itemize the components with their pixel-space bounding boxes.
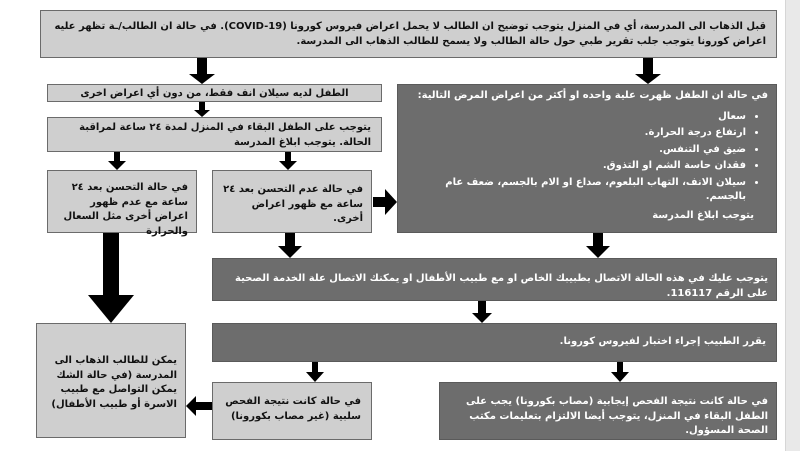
symptom-item: • سيلان الانف، التهاب البلعوم، صداع او الام بالجسم، ضعف عام بالجسم. <box>406 176 746 205</box>
positive-result-text: في حالة كانت نتيجة الفحص إيجابية (مصاب بكورونا) يجب على الطفل البقاء في المنزل، يتوجب أيضا الالتزام بتعليمات مكتب الصحة المسؤول. <box>465 396 768 436</box>
arrow-no-improve-to-contact <box>278 233 302 258</box>
no-improve-text: في حالة عدم التحسن بعد ٢٤ ساعة مع ظهور اعراض أخرى. <box>223 184 363 224</box>
stay-home-box <box>47 117 382 152</box>
symptoms-box <box>397 84 777 233</box>
contact-doctor-box <box>212 258 777 301</box>
improve-text: في حالة التحسن بعد ٢٤ ساعة مع عدم ظهور اعراض أخرى مثل السعال والحرارة <box>63 182 188 237</box>
arrow-negative-to-return <box>186 396 212 416</box>
contact-doctor-text: يتوجب عليك في هذه الحالة الاتصال بطبيبك الخاص او مع طبيب الأطفال او يمكنك الاتصال علة الخدمة الصحية على الرقم 116117. <box>235 273 768 299</box>
arrow-improve-to-return <box>88 233 134 323</box>
improve-box <box>47 170 197 237</box>
no-improve-box <box>212 170 372 233</box>
arrow-symptoms-to-contact <box>586 233 610 258</box>
negative-result-text: في حالة كانت نتيجة الفحص سلبية (غير مصاب بكورونا) <box>225 396 361 422</box>
arrow-stay-home-to-improve <box>108 152 126 170</box>
positive-result-box <box>439 382 777 440</box>
runny-nose-text: الطفل لديه سيلان انف فقط، من دون أي اعراض اخرى <box>80 88 349 99</box>
arrow-no-improve-to-symptoms <box>373 189 397 215</box>
arrow-stay-home-to-no-improve <box>279 152 297 170</box>
top-instruction-text: قبل الذهاب الى المدرسة، أي في المنزل يتوجب توضيح ان الطالب لا يحمل اعراض فيروس كورونا (COVID-19). في حالة ان الطالب/ـة تظهر عليه اعراض كورونا يتوجب جلب تقرير طبي حول حالة الطالب ولا يسمح للطالب الذهاب الى المدرسة. <box>54 21 766 47</box>
arrow-contact-to-test <box>472 301 492 323</box>
symptoms-list <box>406 110 768 205</box>
symptom-item: • فقدان حاسة الشم او التذوق. <box>406 159 746 174</box>
arrow-top-to-runny-nose <box>189 58 215 84</box>
test-box <box>212 323 777 362</box>
arrow-test-to-negative <box>306 362 324 382</box>
symptom-item: • ضيق في التنفس. <box>406 143 746 158</box>
symptom-item: • ارتفاع درجة الحرارة. <box>406 126 746 141</box>
arrow-runny-to-stay-home <box>194 102 210 117</box>
runny-nose-box <box>47 84 382 102</box>
symptom-item: • سعال <box>406 110 746 125</box>
symptoms-heading: في حالة ان الطفل ظهرت علية واحده او أكثر من اعراض المرض التالية: <box>417 90 768 101</box>
test-text: يقرر الطبيب إجراء اختبار لفيروس كورونا. <box>559 336 766 347</box>
return-to-school-text: يمكن للطالب الذهاب الى المدرسة (في حالة الشك يمكن التواصل مع طبيب الاسرة أو طبيب الأطفال) <box>51 355 177 410</box>
symptoms-footer: يتوجب ابلاغ المدرسة <box>652 209 754 221</box>
negative-result-box <box>212 382 372 440</box>
return-to-school-box <box>36 323 186 438</box>
stay-home-text: يتوجب على الطفل البقاء في المنزل لمدة ٢٤ ساعة لمراقبة الحالة. يتوجب ابلاغ المدرسة <box>79 122 371 148</box>
arrow-test-to-positive <box>611 362 629 382</box>
arrow-top-to-symptoms <box>635 58 661 84</box>
top-instruction-box <box>40 10 777 58</box>
